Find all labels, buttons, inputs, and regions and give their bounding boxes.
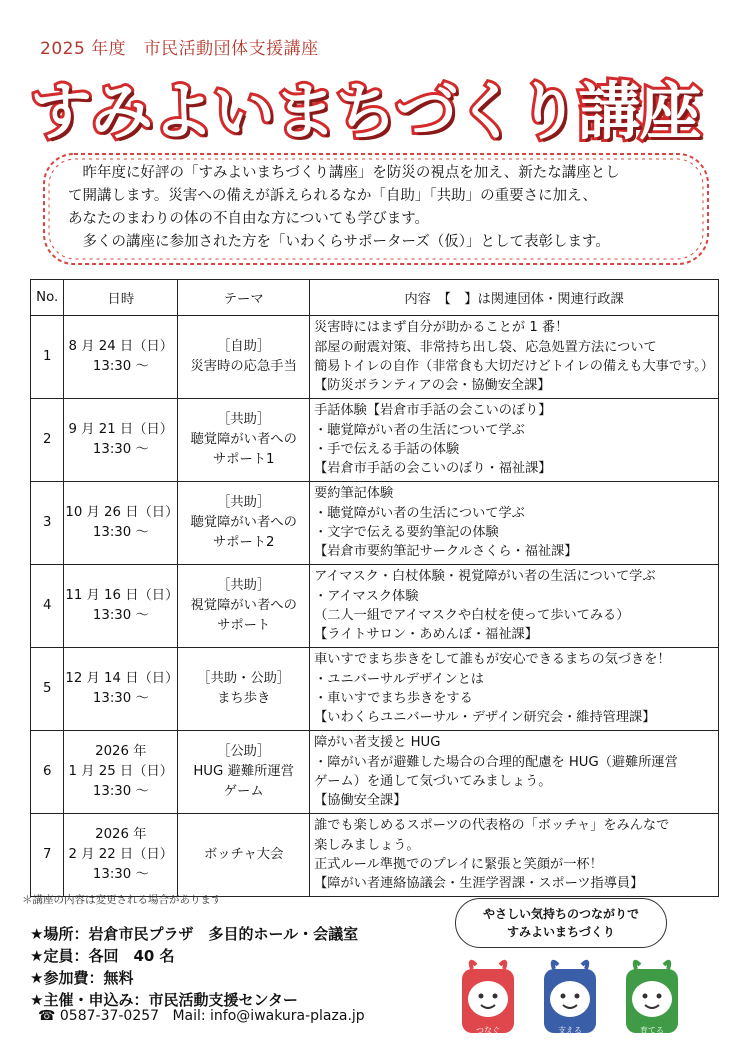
header-date: 日時 xyxy=(64,280,178,316)
row-theme xyxy=(178,316,310,399)
row-theme-line: ［共助］ xyxy=(217,495,271,510)
row-no: 2 xyxy=(31,399,64,482)
row-content-line: ・車いすでまち歩きをする xyxy=(314,691,473,706)
row-date xyxy=(64,565,178,648)
row-theme-line: 聴覚障がい者への xyxy=(190,432,297,447)
row-date-line: 11 月 16 日（日） xyxy=(65,588,179,603)
row-content xyxy=(310,731,719,814)
row-theme xyxy=(178,482,310,565)
row-content-line: 車いすでまち歩きをして誰もが安心できるまちの気づきを！ xyxy=(314,652,671,668)
contact-tel: ☎ 0587-37-0257 xyxy=(38,1008,160,1024)
contact-mail[interactable]: Mail: info@iwakura-plaza.jp xyxy=(172,1008,365,1024)
row-content-line: ・聴覚障がい者の生活について学ぶ xyxy=(314,422,525,438)
contact-line xyxy=(38,1008,365,1024)
row-date xyxy=(64,482,178,565)
row-theme xyxy=(178,565,310,648)
row-content-line: 楽しみましょう。 xyxy=(314,837,420,853)
slogan-bubble xyxy=(455,898,667,948)
row-no: 5 xyxy=(31,648,64,731)
row-content-line: ・アイマスク体験 xyxy=(314,588,419,604)
change-note: ＊講座の内容は変更される場合があります xyxy=(22,894,222,906)
row-date xyxy=(64,399,178,482)
slogan-line2: すみよいまちづくり xyxy=(507,925,615,939)
event-info xyxy=(30,923,358,1011)
row-content-line: 正式ルール準拠でのプレイに緊張と笑顔が一杯！ xyxy=(314,857,603,872)
row-content xyxy=(310,399,719,482)
intro-text xyxy=(68,162,688,254)
intro-line: あなたのまわりの体の不自由な方についても学びます。 xyxy=(68,211,430,227)
row-date-line: 9 月 21 日（日） xyxy=(68,422,174,437)
mascot-1 xyxy=(458,955,518,1043)
row-content-line: 災害時にはまず自分が助かることが 1 番！ xyxy=(314,320,569,336)
row-content xyxy=(310,565,719,648)
row-date-line: 13:30 ～ xyxy=(92,442,149,457)
row-theme-line: サポート2 xyxy=(212,535,275,550)
row-theme xyxy=(178,648,310,731)
info-capacity: ★定員：各回 40 名 xyxy=(30,947,175,965)
row-date-line: 1 月 25 日（日） xyxy=(68,764,174,779)
slogan-line1: やさしい気持ちのつながりで xyxy=(482,907,639,921)
row-date xyxy=(64,814,178,897)
row-date-line: 13:30 ～ xyxy=(92,867,149,882)
row-content-line: ゲーム）を通して気づいてみましょう。 xyxy=(314,774,552,789)
row-date-line: 13:30 ～ xyxy=(92,784,149,799)
row-no: 3 xyxy=(31,482,64,565)
row-content xyxy=(310,648,719,731)
row-no: 1 xyxy=(31,316,64,399)
table-row xyxy=(31,482,719,565)
row-date-line: 2 月 22 日（日） xyxy=(68,847,174,862)
header-no: No. xyxy=(31,280,64,316)
row-theme-line: まち歩き xyxy=(217,691,271,706)
row-content-line: 障がい者支援と HUG xyxy=(314,735,441,751)
row-theme-line: ［共助・公助］ xyxy=(197,671,291,686)
row-date xyxy=(64,316,178,399)
row-date-line: 13:30 ～ xyxy=(92,359,149,374)
row-date xyxy=(64,648,178,731)
header-theme: テーマ xyxy=(178,280,310,316)
row-no: 7 xyxy=(31,814,64,897)
table-row xyxy=(31,648,719,731)
mascot-label: 育てる xyxy=(640,1026,664,1035)
row-content-line: 要約筆記体験 xyxy=(314,486,394,502)
row-content-line: 【障がい者連絡協議会・生涯学習課・スポーツ指導員】 xyxy=(314,876,644,892)
row-content-line: 【防災ボランティアの会・協働安全課】 xyxy=(314,378,551,394)
row-content-line: 【協働安全課】 xyxy=(314,793,407,809)
row-theme-line: 聴覚障がい者への xyxy=(190,515,297,530)
row-date-line: 8 月 24 日（日） xyxy=(68,339,174,354)
row-content xyxy=(310,482,719,565)
table-row xyxy=(31,565,719,648)
row-content-line: ・障がい者が避難した場合の合理的配慮を HUG（避難所運営 xyxy=(314,754,678,770)
row-theme-line: 視覚障がい者への xyxy=(190,598,297,613)
row-content-line: 【岩倉市要約筆記サークルさくら・福祉課】 xyxy=(314,544,578,560)
row-content-line: 誰でも楽しめるスポーツの代表格の「ボッチャ」をみんなで xyxy=(314,818,670,834)
row-date xyxy=(64,731,178,814)
row-content-line: 【岩倉市手話の会こいのぼり・福祉課】 xyxy=(314,461,552,477)
row-no: 6 xyxy=(31,731,64,814)
schedule-table xyxy=(30,279,719,897)
row-theme-line: HUG 避難所運営 xyxy=(193,764,295,779)
row-content-line: 簡易トイレの自作（非常食も大切だけどトイレの備えも大事です。） xyxy=(314,359,714,374)
intro-box xyxy=(40,150,712,268)
intro-line: 昨年度に好評の「すみよいまちづくり講座」を防災の視点を加え、新たな講座とし xyxy=(68,165,620,181)
row-theme-line: 災害時の応急手当 xyxy=(190,359,297,374)
row-theme xyxy=(178,814,310,897)
row-content xyxy=(310,316,719,399)
row-theme-line: ［自助］ xyxy=(217,339,271,354)
row-content-line: ・文字で伝える要約筆記の体験 xyxy=(314,525,499,540)
intro-line: 多くの講座に参加された方を「いわくらサポーターズ（仮）」として表彰します。 xyxy=(68,234,610,250)
row-theme-line: ［公助］ xyxy=(217,744,271,759)
row-content-line: ・聴覚障がい者の生活について学ぶ xyxy=(314,505,525,521)
row-content-line: 【ライトサロン・あめんぼ・福祉課】 xyxy=(314,627,538,643)
row-content-line: （二人一組でアイマスクや白杖を使って歩いてみる） xyxy=(314,608,630,623)
row-date-line: 10 月 26 日（日） xyxy=(65,505,179,520)
row-content-line: ・手で伝える手話の体験 xyxy=(314,442,460,457)
row-date-line: 13:30 ～ xyxy=(92,691,149,706)
mascot-3 xyxy=(622,955,682,1043)
mascot-2 xyxy=(540,955,600,1043)
row-theme-line: サポート xyxy=(217,618,271,633)
table-row xyxy=(31,316,719,399)
info-organizer: ★主催・申込み：市民活動支援センター xyxy=(30,991,298,1009)
row-date-line: 12 月 14 日（日） xyxy=(65,671,179,686)
row-date-line: 2026 年 xyxy=(95,744,147,759)
row-content xyxy=(310,814,719,897)
row-content-line: 【いわくらユニバーサル・デザイン研究会・維持管理課】 xyxy=(314,710,656,726)
mascot-label: 支える xyxy=(558,1026,582,1035)
row-content-line: ・ユニバーサルデザインとは xyxy=(314,671,484,687)
table-row xyxy=(31,731,719,814)
row-theme-line: ［共助］ xyxy=(217,412,271,427)
table-row xyxy=(31,814,719,897)
row-theme xyxy=(178,399,310,482)
table-header-row xyxy=(31,280,719,316)
row-theme-line: サポート1 xyxy=(212,452,275,467)
row-theme-line: ［共助］ xyxy=(217,578,271,593)
row-date-line: 2026 年 xyxy=(95,827,147,842)
row-theme-line: ボッチャ大会 xyxy=(204,847,284,862)
header-content: 内容 【 】は関連団体・関連行政課 xyxy=(310,280,719,316)
row-theme xyxy=(178,731,310,814)
row-content-line: 部屋の耐震対策、非常持ち出し袋、応急処置方法について xyxy=(314,339,657,355)
page-title: すみよいまちづくり講座 xyxy=(30,75,701,148)
row-content-line: アイマスク・白杖体験・視覚障がい者の生活について学ぶ xyxy=(314,569,656,585)
row-content-line: 手話体験【岩倉市手話の会こいのぼり】 xyxy=(314,403,552,419)
table-row xyxy=(31,399,719,482)
event-subtitle: 2025 年度 市民活動団体支援講座 xyxy=(40,39,319,59)
info-place: ★場所：岩倉市民プラザ 多目的ホール・会議室 xyxy=(30,925,359,943)
row-no: 4 xyxy=(31,565,64,648)
row-theme-line: ゲーム xyxy=(223,784,264,799)
intro-line: て開講します。災害への備えが訴えられるなか「自助」「共助」の重要さに加え、 xyxy=(68,188,597,204)
row-date-line: 13:30 ～ xyxy=(92,525,149,540)
row-date-line: 13:30 ～ xyxy=(92,608,149,623)
mascot-label: つなぐ xyxy=(476,1026,500,1035)
info-fee: ★参加費：無料 xyxy=(30,969,134,987)
